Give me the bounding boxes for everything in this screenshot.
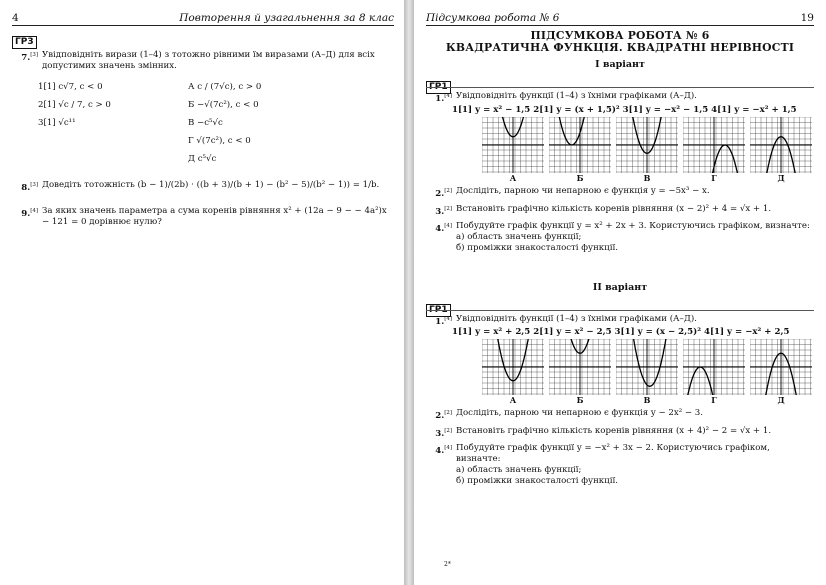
task-8-text: Доведіть тотожність (b − 1)/(2b) · ((b + 3)/(b + 1) − (b² − 5)/(b² − 1)) = 1/b.: [42, 180, 380, 190]
variant-1: [426, 59, 814, 254]
parabola-graph: [750, 339, 812, 395]
task-7-right-item: Г √(7c²), c < 0: [188, 136, 251, 146]
task-text: Побудуйте графік функції y = x² + 2x + 3. Користуючись графіком, визначте:: [456, 220, 810, 231]
parabola-graph: [616, 339, 678, 395]
task-text: Побудуйте графік функції y = −x² + 3x − 2. Користуючись графіком, визначте:: [456, 443, 770, 465]
variant-2-task-3: [426, 426, 814, 440]
variant-1-task-3: [426, 204, 814, 218]
task-points: [2]: [444, 428, 452, 435]
parabola-graph: [683, 339, 745, 395]
task-points: [2]: [444, 205, 452, 212]
graph-letter: А: [509, 172, 517, 183]
work-title-line2: КВАДРАТИЧНА ФУНКЦІЯ. КВАДРАТНІ НЕРІВНОСТІ: [445, 41, 795, 54]
graph-letter: Г: [711, 172, 717, 183]
page-number-left: 4: [12, 12, 19, 24]
parabola-graph: [750, 117, 812, 173]
running-head-left: [12, 12, 394, 26]
running-title-left: Повторення й узагальнення за 8 клас: [179, 12, 394, 24]
task-9-text: За яких значень параметра a сума коренів рівняння x² + (12a − 9 − − 4a²)x − 121 = 0 дорівнює нулю?: [42, 205, 387, 227]
task-text: Дослідіть, парною чи непарною є функція y = −5x³ − x.: [456, 185, 710, 196]
task-subitem-b: б) проміжки знакосталості функції.: [456, 242, 618, 253]
left-page: [0, 0, 404, 585]
task-points: [4]: [444, 222, 452, 229]
task-points: [2]: [444, 187, 452, 194]
variant-2-task-4: [426, 443, 814, 487]
variant-2-title: ІІ варіант: [592, 281, 648, 293]
task-subitem-a: а) область значень функції;: [456, 465, 582, 476]
graph-letter: А: [509, 395, 517, 406]
right-page: [414, 0, 826, 585]
parabola-graph: [549, 117, 611, 173]
page-number-right: 19: [800, 12, 814, 24]
parabola-graph: [616, 117, 678, 173]
graph-letter: Б: [576, 172, 584, 183]
task-points: [4]: [444, 445, 452, 452]
task-number: 4.: [435, 223, 445, 234]
level-badge-variant-2: ГР1: [426, 304, 451, 317]
task-8: [12, 180, 394, 194]
task-number: 3.: [435, 206, 445, 217]
task-number: 2.: [435, 188, 445, 199]
task-subitem-b: б) проміжки знакосталості функції.: [456, 476, 618, 487]
task-9-points: [4]: [30, 207, 38, 214]
variant-2-task-2: [426, 408, 814, 422]
task-7: [12, 50, 394, 72]
task-8-number: 8.: [21, 182, 31, 193]
task-subitem-a: а) область значень функції;: [456, 231, 582, 242]
level-badge-left: ГР3: [12, 36, 37, 49]
task-7-matching: [38, 78, 394, 168]
parabola-curve: [549, 117, 599, 145]
task-7-right-item: А c / (7√c), c > 0: [188, 82, 262, 92]
task-7-left-item: 2[1] √c / 7, c > 0: [38, 100, 111, 110]
variant-2-graph-letters: [482, 395, 814, 405]
task-text: Дослідіть, парною чи непарною є функція y − 2x² − 3.: [456, 408, 704, 419]
task-number: 1.: [435, 316, 445, 327]
graph-letter: Д: [777, 172, 785, 183]
task-7-text: Увідповідніть вирази (1–4) з тотожно рівними їм виразами (А–Д) для всіх допустимих значень змінних.: [42, 50, 375, 71]
variant-2: [426, 282, 814, 488]
parabola-graph: [683, 117, 745, 173]
parabola-graph: [482, 117, 544, 173]
parabola-curve: [683, 367, 728, 395]
task-7-left-item: 3[1] √c¹¹: [38, 118, 76, 128]
variant-2-task-1: [426, 314, 814, 328]
variant-2-formulas: 1[1] y = x² + 2,5 2[1] y = x² − 2,5 3[1] y = (x − 2,5)² 4[1] y = −x² + 2,5: [452, 327, 790, 338]
variant-2-graphs: [482, 339, 814, 395]
graph-letter: Б: [576, 395, 584, 406]
variant-1-graph-letters: [482, 173, 814, 183]
task-text: Встановіть графічно кількість коренів рівняння (x − 2)² + 4 = √x + 1.: [456, 203, 772, 214]
task-7-points: [3]: [30, 52, 38, 58]
parabola-graph: [549, 339, 611, 395]
variant-1-formulas: 1[1] y = x² − 1,5 2[1] y = (x + 1,5)² 3[1] y = −x² − 1,5 4[1] y = −x² + 1,5: [452, 104, 797, 115]
graph-letter: В: [643, 172, 651, 183]
work-title-line1: ПІДСУМКОВА РОБОТА № 6: [530, 29, 710, 42]
variant-1-task-4: [426, 221, 814, 254]
footer-signature-mark: 2*: [444, 561, 451, 568]
graph-letter: В: [643, 395, 651, 406]
task-number: 3.: [435, 429, 445, 440]
task-number: 4.: [435, 446, 445, 457]
task-7-right-item: Д c⁵√c: [188, 154, 217, 164]
task-points: [4]: [444, 93, 452, 99]
task-8-points: [3]: [30, 182, 38, 188]
task-7-number: 7.: [21, 52, 31, 63]
parabola-graph: [482, 339, 544, 395]
book-gutter: [404, 0, 414, 585]
task-text: Увідповідніть функції (1–4) з їхніми графіками (А–Д).: [456, 313, 697, 324]
variant-1-task-1: [426, 91, 814, 105]
running-title-right: Підсумкова робота № 6: [426, 12, 560, 24]
task-7-left-item: [38, 132, 188, 150]
task-number: 2.: [435, 411, 445, 422]
parabola-curve: [622, 339, 677, 386]
task-9: [12, 206, 394, 228]
task-points: [2]: [444, 410, 452, 417]
task-7-right-item: В −c⁵√c: [188, 118, 223, 128]
task-9-number: 9.: [21, 208, 31, 219]
graph-letter: Г: [711, 395, 717, 406]
variant-1-title: І варіант: [595, 59, 645, 70]
variant-1-graphs: [482, 117, 814, 173]
running-head-right: [426, 12, 814, 26]
variant-1-task-2: [426, 186, 814, 200]
task-points: [4]: [444, 315, 452, 322]
task-text: Встановіть графічно кількість коренів рівняння (x + 4)² − 2 = √x + 1.: [456, 426, 772, 437]
level-badge-variant-1: ГР1: [426, 81, 451, 94]
task-7-left-item: 1[1] c√7, c < 0: [38, 82, 103, 92]
task-7-right-item: Б −√(7c²), c < 0: [188, 100, 259, 110]
task-text: Увідповідніть функції (1–4) з їхніми графіками (А–Д).: [456, 91, 697, 101]
graph-letter: Д: [777, 395, 785, 406]
task-number: 1.: [435, 93, 445, 104]
